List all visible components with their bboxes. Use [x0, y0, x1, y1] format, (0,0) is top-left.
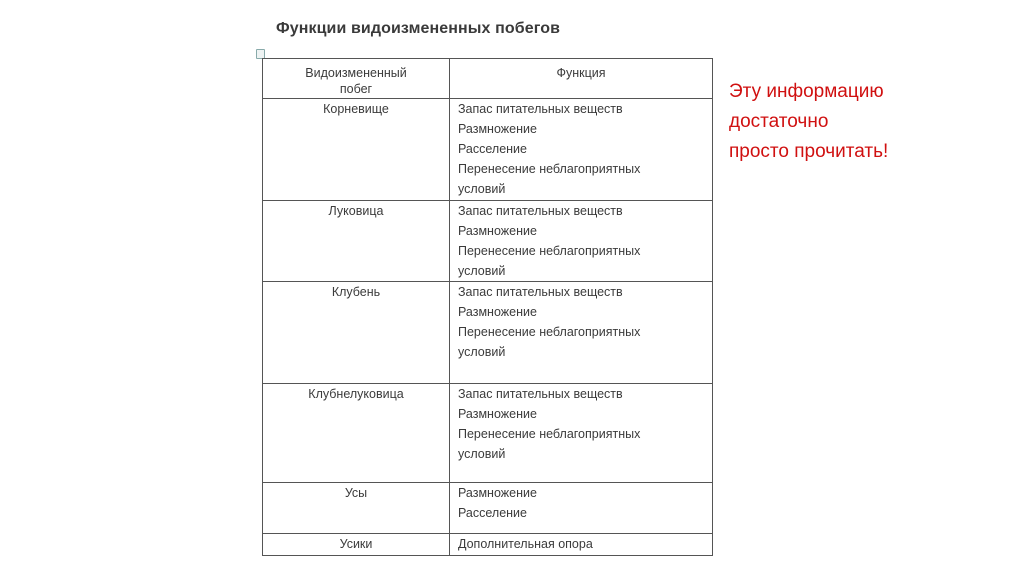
shoot-cell: Клубнелуковица — [263, 384, 450, 483]
function-cell — [450, 534, 713, 556]
shoot-cell: Клубень — [263, 282, 450, 384]
function-item: Запас питательных веществ — [458, 285, 623, 299]
function-item: Перенесение неблагоприятных — [458, 325, 641, 339]
function-item: Размножение — [458, 407, 537, 421]
function-cell — [450, 282, 713, 384]
table-row — [263, 534, 713, 556]
function-item: условий — [458, 264, 506, 278]
function-item: Запас питательных веществ — [458, 102, 623, 116]
function-item: Размножение — [458, 122, 537, 136]
function-item: Перенесение неблагоприятных — [458, 427, 641, 441]
note-line: просто прочитать! — [729, 141, 889, 162]
function-item: Размножение — [458, 305, 537, 319]
function-item: условий — [458, 447, 506, 461]
function-item: Запас питательных веществ — [458, 204, 623, 218]
function-item: условий — [458, 345, 506, 359]
function-item: Перенесение неблагоприятных — [458, 162, 641, 176]
table-row — [263, 201, 713, 282]
shoot-cell: Корневище — [263, 99, 450, 201]
header-shoot — [263, 59, 450, 99]
function-cell — [450, 201, 713, 282]
table-row — [263, 99, 713, 201]
document-title: Функции видоизмененных побегов — [276, 20, 561, 37]
table-header-row — [263, 59, 713, 99]
function-item: Дополнительная опора — [458, 537, 593, 551]
function-item: Расселение — [458, 142, 527, 156]
table-row — [263, 282, 713, 384]
function-item: Размножение — [458, 486, 537, 500]
shoot-cell: Усы — [263, 483, 450, 534]
function-cell — [450, 384, 713, 483]
function-item: Размножение — [458, 224, 537, 238]
function-item: Расселение — [458, 506, 527, 520]
header-shoot-line: побег — [339, 82, 373, 96]
note-line: Эту информацию — [729, 81, 884, 102]
shoot-cell: Усики — [263, 534, 450, 556]
functions-table — [262, 58, 713, 556]
function-item: Запас питательных веществ — [458, 387, 623, 401]
header-shoot-line: Видоизмененный — [305, 66, 407, 80]
red-note — [729, 77, 888, 167]
function-item: Перенесение неблагоприятных — [458, 244, 641, 258]
note-line: достаточно — [729, 111, 829, 132]
shoot-cell: Луковица — [263, 201, 450, 282]
header-function: Функция — [450, 59, 713, 99]
table-row — [263, 384, 713, 483]
function-item: условий — [458, 182, 506, 196]
function-cell — [450, 483, 713, 534]
function-cell — [450, 99, 713, 201]
table-row — [263, 483, 713, 534]
